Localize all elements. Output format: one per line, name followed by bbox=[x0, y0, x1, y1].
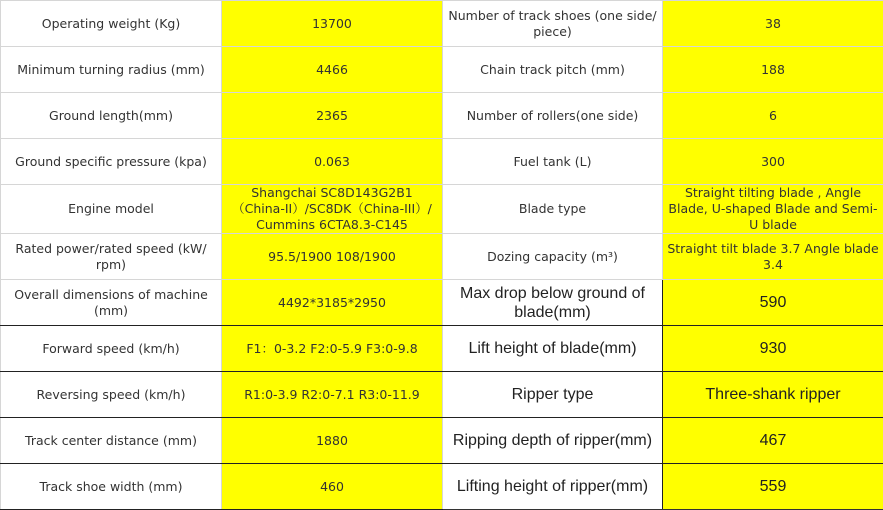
spec-value: 4492*3185*2950 bbox=[222, 280, 443, 326]
spec-value: 300 bbox=[663, 139, 883, 185]
spec-label: Chain track pitch (mm) bbox=[443, 47, 663, 93]
spec-value: 460 bbox=[222, 464, 443, 510]
spec-label: Ground specific pressure (kpa) bbox=[1, 139, 222, 185]
spec-label: Ripping depth of ripper(mm) bbox=[443, 418, 663, 464]
table-row bbox=[1, 139, 883, 185]
spec-label: Operating weight (Kg) bbox=[1, 1, 222, 47]
spec-value: Straight tilt blade 3.7 Angle blade 3.4 bbox=[663, 234, 883, 280]
table-row bbox=[1, 372, 883, 418]
table-row bbox=[1, 234, 883, 280]
table-row bbox=[1, 326, 883, 372]
spec-label: Track center distance (mm) bbox=[1, 418, 222, 464]
spec-label: Track shoe width (mm) bbox=[1, 464, 222, 510]
spec-value: Shangchai SC8D143G2B1（China-II）/SC8DK（China-III）/ Cummins 6CTA8.3-C145 bbox=[222, 185, 443, 234]
spec-label: Rated power/rated speed (kW/ rpm) bbox=[1, 234, 222, 280]
spec-label: Overall dimensions of machine (mm) bbox=[1, 280, 222, 326]
spec-value: Straight tilting blade , Angle Blade, U-shaped Blade and Semi-U blade bbox=[663, 185, 883, 234]
spec-value: F1：0-3.2 F2:0-5.9 F3:0-9.8 bbox=[222, 326, 443, 372]
spec-value: 188 bbox=[663, 47, 883, 93]
spec-value: Three-shank ripper bbox=[663, 372, 883, 418]
spec-label: Blade type bbox=[443, 185, 663, 234]
table-row bbox=[1, 464, 883, 510]
spec-label: Engine model bbox=[1, 185, 222, 234]
spec-label: Max drop below ground of blade(mm) bbox=[443, 280, 663, 326]
spec-value: 6 bbox=[663, 93, 883, 139]
spec-label: Dozing capacity (m³) bbox=[443, 234, 663, 280]
table-row bbox=[1, 280, 883, 326]
table-row bbox=[1, 1, 883, 47]
table-row bbox=[1, 47, 883, 93]
spec-value: 13700 bbox=[222, 1, 443, 47]
spec-value: 0.063 bbox=[222, 139, 443, 185]
spec-value: R1:0-3.9 R2:0-7.1 R3:0-11.9 bbox=[222, 372, 443, 418]
table-row bbox=[1, 93, 883, 139]
table-row bbox=[1, 185, 883, 234]
spec-label: Number of rollers(one side) bbox=[443, 93, 663, 139]
spec-label: Lift height of blade(mm) bbox=[443, 326, 663, 372]
spec-value: 590 bbox=[663, 280, 883, 326]
spec-label: Ripper type bbox=[443, 372, 663, 418]
spec-label: Minimum turning radius (mm) bbox=[1, 47, 222, 93]
spec-value: 95.5/1900 108/1900 bbox=[222, 234, 443, 280]
spec-label: Forward speed (km/h) bbox=[1, 326, 222, 372]
table-row bbox=[1, 418, 883, 464]
spec-label: Lifting height of ripper(mm) bbox=[443, 464, 663, 510]
spec-value: 1880 bbox=[222, 418, 443, 464]
spec-label: Ground length(mm) bbox=[1, 93, 222, 139]
spec-value: 4466 bbox=[222, 47, 443, 93]
spec-label: Reversing speed (km/h) bbox=[1, 372, 222, 418]
spec-value: 467 bbox=[663, 418, 883, 464]
spec-label: Fuel tank (L) bbox=[443, 139, 663, 185]
spec-label: Number of track shoes (one side/ piece) bbox=[443, 1, 663, 47]
spec-value: 930 bbox=[663, 326, 883, 372]
spec-value: 38 bbox=[663, 1, 883, 47]
spec-value: 2365 bbox=[222, 93, 443, 139]
spec-value: 559 bbox=[663, 464, 883, 510]
